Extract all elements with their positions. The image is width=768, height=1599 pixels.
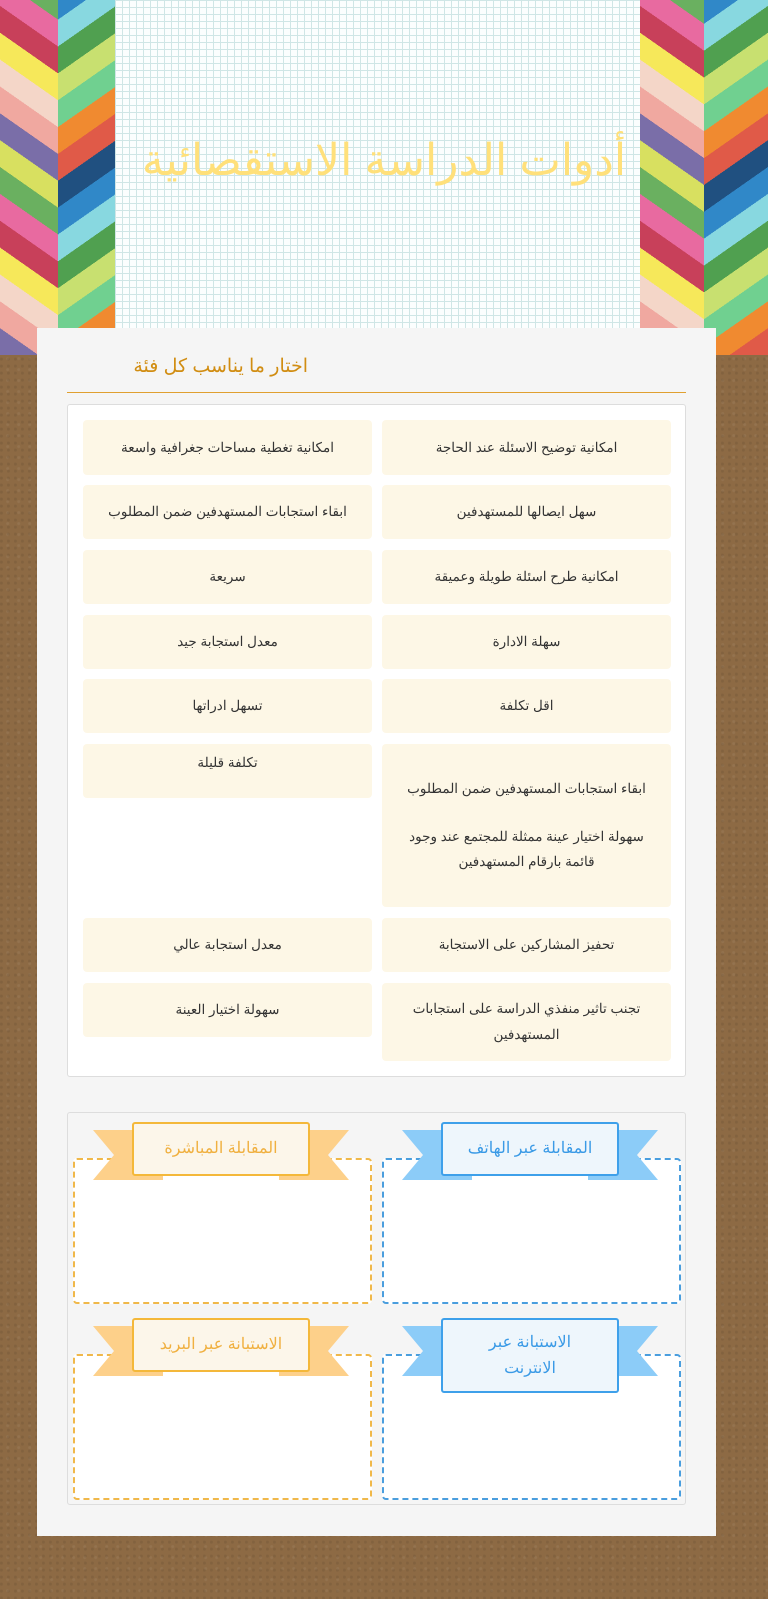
category-ribbon (93, 1122, 349, 1182)
draggable-item[interactable]: تكلفة قليلة (83, 744, 372, 798)
draggable-item[interactable]: تسهل ادراتها (83, 679, 372, 733)
category-targets (67, 1112, 686, 1505)
instructions: اختار ما يناسب كل فئة (133, 356, 308, 377)
draggable-item[interactable] (382, 744, 671, 907)
category-label: المقابلة المباشرة (132, 1122, 310, 1176)
category-label: الاستبانة عبر الانترنت (441, 1318, 619, 1393)
draggable-item[interactable]: سهل ايصالها للمستهدفين (382, 485, 671, 539)
category-label: الاستبانة عبر البريد (132, 1318, 310, 1372)
item-line: ابقاء استجابات المستهدفين ضمن المطلوب (407, 781, 646, 797)
draggable-item[interactable]: ابقاء استجابات المستهدفين ضمن المطلوب (83, 485, 372, 539)
category-ribbon (93, 1318, 349, 1378)
divider (67, 392, 686, 393)
category-ribbon (402, 1318, 658, 1378)
draggable-item[interactable]: امكانية تغطية مساحات جغرافية واسعة (83, 420, 372, 475)
item-line: سهولة اختيار عينة ممثلة للمجتمع عند وجود قائمة بارقام المستهدفين (409, 828, 644, 870)
draggable-item[interactable]: سهلة الادارة (382, 615, 671, 669)
header-banner (0, 0, 768, 355)
category-label: المقابلة عبر الهاتف (441, 1122, 619, 1176)
draggable-item[interactable]: سريعة (83, 550, 372, 604)
draggable-item[interactable]: امكانية توضيح الاسئلة عند الحاجة (382, 420, 671, 475)
page-title: أدوات الدراسة الاستقصائية (141, 136, 627, 185)
draggable-item[interactable]: معدل استجابة جيد (83, 615, 372, 669)
item-bank (67, 404, 686, 1077)
draggable-item[interactable]: معدل استجابة عالي (83, 918, 372, 972)
chevron-pattern-left (0, 0, 116, 355)
draggable-item[interactable]: اقل تكلفة (382, 679, 671, 733)
draggable-item[interactable]: تحفيز المشاركين على الاستجابة (382, 918, 671, 972)
draggable-item[interactable]: امكانية طرح اسئلة طويلة وعميقة (382, 550, 671, 604)
draggable-item[interactable]: تجنب تاثير منفذي الدراسة على استجابات المستهدفين (382, 983, 671, 1061)
category-ribbon (402, 1122, 658, 1182)
draggable-item[interactable]: سهولة اختيار العينة (83, 983, 372, 1037)
